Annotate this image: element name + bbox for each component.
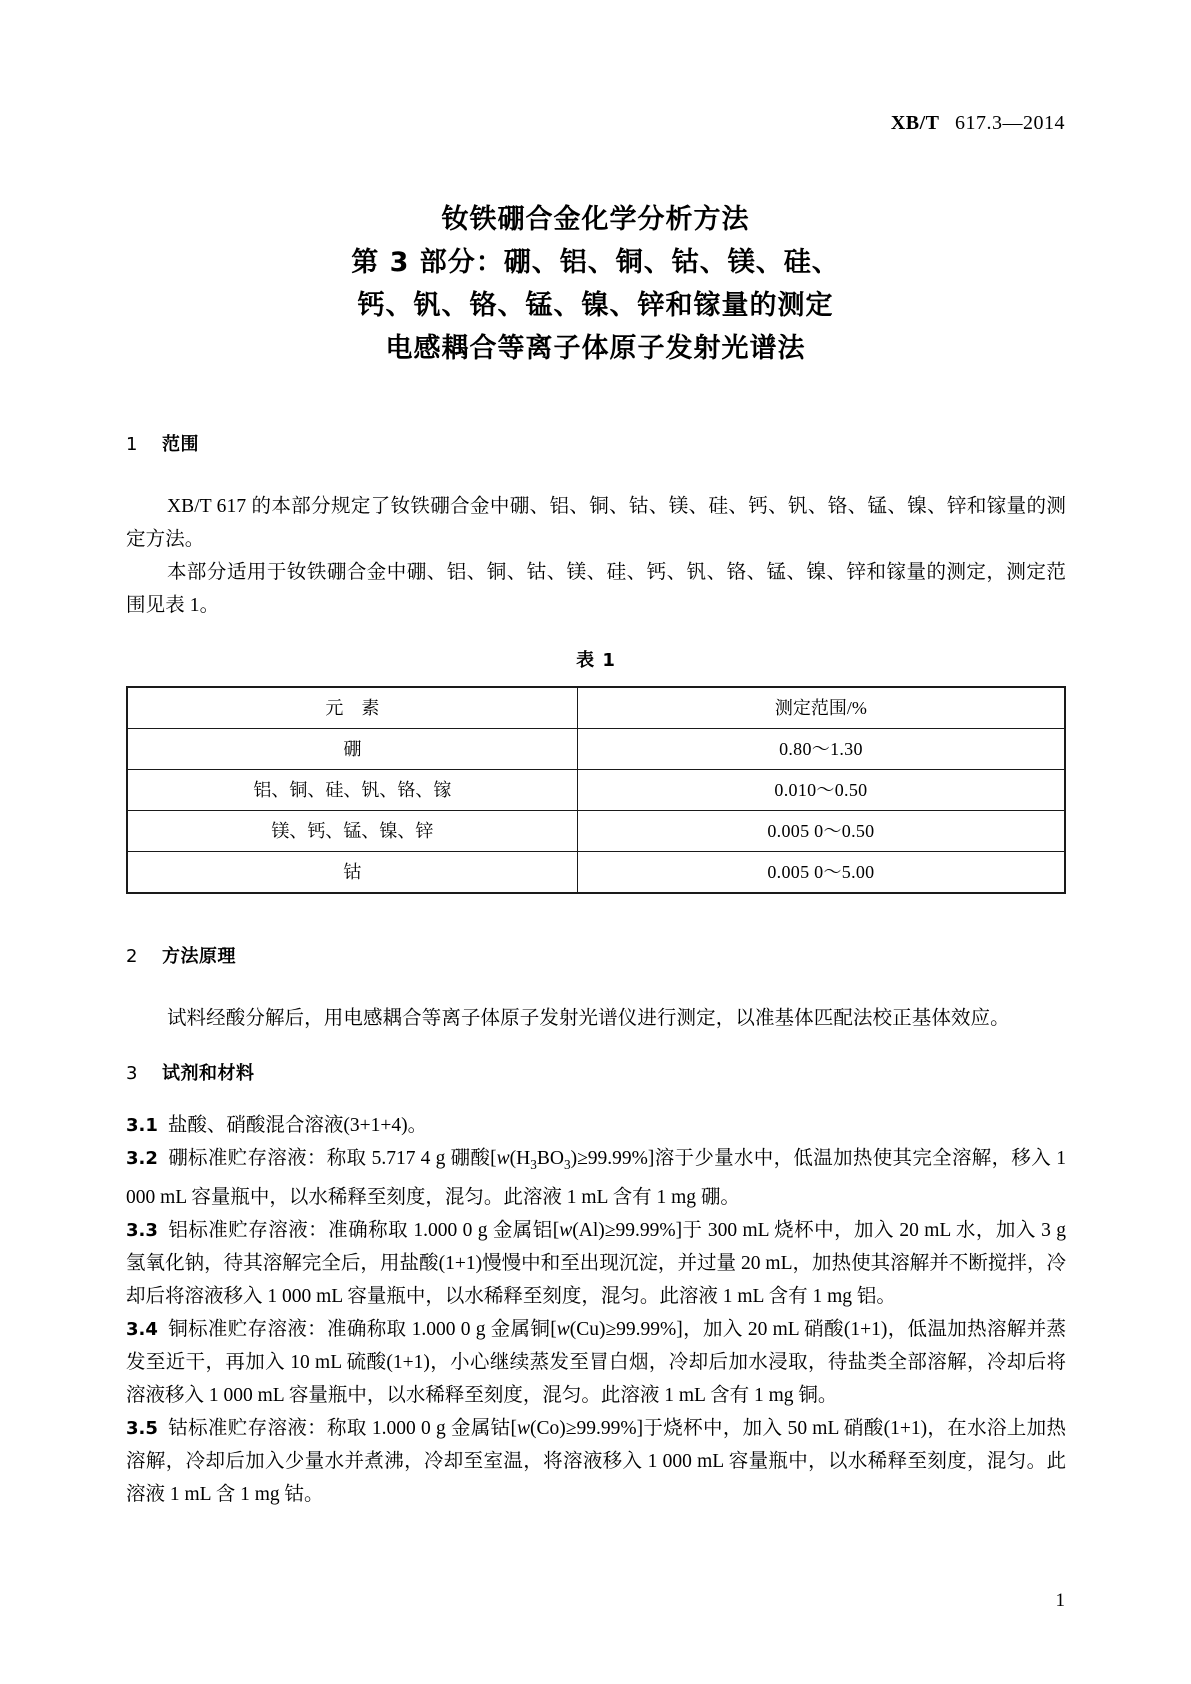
table-1-caption: 表 1 [576,650,616,671]
clause-1-paragraph-2: 本部分适用于钕铁硼合金中硼、铝、铜、钴、镁、硅、钙、钒、铬、锰、镍、锌和镓量的测定，测定范围见表 1。 [126,562,1066,616]
clause-3-title: 试剂和材料 [162,1063,255,1084]
table-cell-range: 0.005 0～0.50 [577,811,1065,852]
subclause-3-3-text: 铝标准贮存溶液：准确称取 1.000 0 g 金属铝[w(Al)≥99.99%]于 300 mL 烧杯中，加入 20 mL 水，加入 3 g 氢氧化钠，待其溶解完全后，用盐酸(1+1)慢慢中和至出现沉淀，并过量 20 mL，加热使其溶解并不断搅拌，冷却后将溶液移入 1 000 mL 容量瓶中，以水稀释至刻度，混匀。此溶液 1 mL 含有 1 mg 铝。 [126,1219,1067,1307]
document-title [126,198,1065,370]
subclause-3-3 [126,1214,1066,1313]
table-row [127,811,1065,852]
table-cell-range: 0.80～1.30 [577,729,1065,770]
standard-designation-number: 617.3—2014 [955,112,1065,134]
clause-2-heading [126,942,1066,968]
table-header-range: 测定范围/% [577,687,1065,729]
table-cell-range: 0.005 0～5.00 [577,852,1065,894]
subclause-3-5-text: 钴标准贮存溶液：称取 1.000 0 g 金属钴[w(Co)≥99.99%]于烧杯中，加入 50 mL 硝酸(1+1)，在水浴上加热溶解，冷却后加入少量水并煮沸，冷却至室温，将溶液移入 1 000 mL 容量瓶中，以水稀释至刻度，混匀。此溶液 1 mL 含 1 mg 钴。 [126,1417,1066,1505]
clause-3-heading [126,1059,1066,1085]
clause-3-number: 3 [126,1063,138,1084]
subclause-3-1-number: 3.1 [126,1115,158,1136]
title-line-3: 钙、钒、铬、锰、镍、锌和镓量的测定 [357,290,834,321]
subclause-3-2-number: 3.2 [126,1148,158,1169]
table-cell-element: 硼 [127,729,577,770]
clause-2-title: 方法原理 [162,946,236,967]
subclause-3-3-number: 3.3 [126,1219,158,1241]
table-cell-element: 铝、铜、硅、钒、铬、镓 [127,770,577,811]
document-body [126,430,1066,1511]
clause-1-number: 1 [126,434,138,455]
clause-1-heading [126,430,1066,456]
subclause-3-2 [126,1142,1066,1214]
clause-1-title: 范围 [162,434,199,455]
clause-2-number: 2 [126,946,138,967]
table-cell-element: 镁、钙、锰、镍、锌 [127,811,577,852]
table-row [127,852,1065,894]
page-header [0,112,1065,135]
subclause-3-5 [126,1412,1066,1511]
table-cell-element: 钴 [127,852,577,894]
title-line-1: 钕铁硼合金化学分析方法 [441,204,750,235]
subclause-3-5-number: 3.5 [126,1417,158,1439]
subclause-3-4-number: 3.4 [126,1318,158,1340]
title-line-2: 第 3 部分：硼、铝、铜、钴、镁、硅、 [351,247,840,278]
clause-1-paragraph-1: XB/T 617 的本部分规定了钕铁硼合金中硼、铝、铜、钴、镁、硅、钙、钒、铬、锰、镍、锌和镓量的测定方法。 [126,496,1066,550]
subclause-3-1 [126,1109,1066,1142]
subclause-3-1-text: 盐酸、硝酸混合溶液(3+1+4)。 [167,1115,428,1136]
table-row [127,729,1065,770]
table-row [127,770,1065,811]
table-cell-range: 0.010～0.50 [577,770,1065,811]
clause-2-paragraph-1: 试料经酸分解后，用电感耦合等离子体原子发射光谱仪进行测定，以准基体匹配法校正基体效应。 [166,1008,1010,1029]
subclause-3-2-text: 硼标准贮存溶液：称取 5.717 4 g 硼酸$[w(H_3BO_3)\ge 99.99\%]$溶于少量水中，低温加热使其完全溶解，移入 1 000 mL 容量瓶中，以水稀释至刻度，混匀。此溶液 1 mL 含有 1 mg 硼。 [126,1148,1066,1208]
page-number: 1 [1055,1590,1065,1611]
subclause-3-4-text: 铜标准贮存溶液：准确称取 1.000 0 g 金属铜[w(Cu)≥99.99%]，加入 20 mL 硝酸(1+1)，低温加热溶解并蒸发至近干，再加入 10 mL 硫酸(1+1)，小心继续蒸发至冒白烟，冷却后加水浸取，待盐类全部溶解，冷却后将溶液移入 1 000 mL 容量瓶中，以水稀释至刻度，混匀。此溶液 1 mL 含有 1 mg 铜。 [126,1318,1066,1406]
table-1 [126,686,1066,894]
table-header-element: 元 素 [127,687,577,729]
title-line-4: 电感耦合等离子体原子发射光谱法 [385,333,806,364]
standard-designation-prefix: XB/T [890,112,940,134]
table-header-row [127,687,1065,729]
subclause-3-4 [126,1313,1066,1412]
